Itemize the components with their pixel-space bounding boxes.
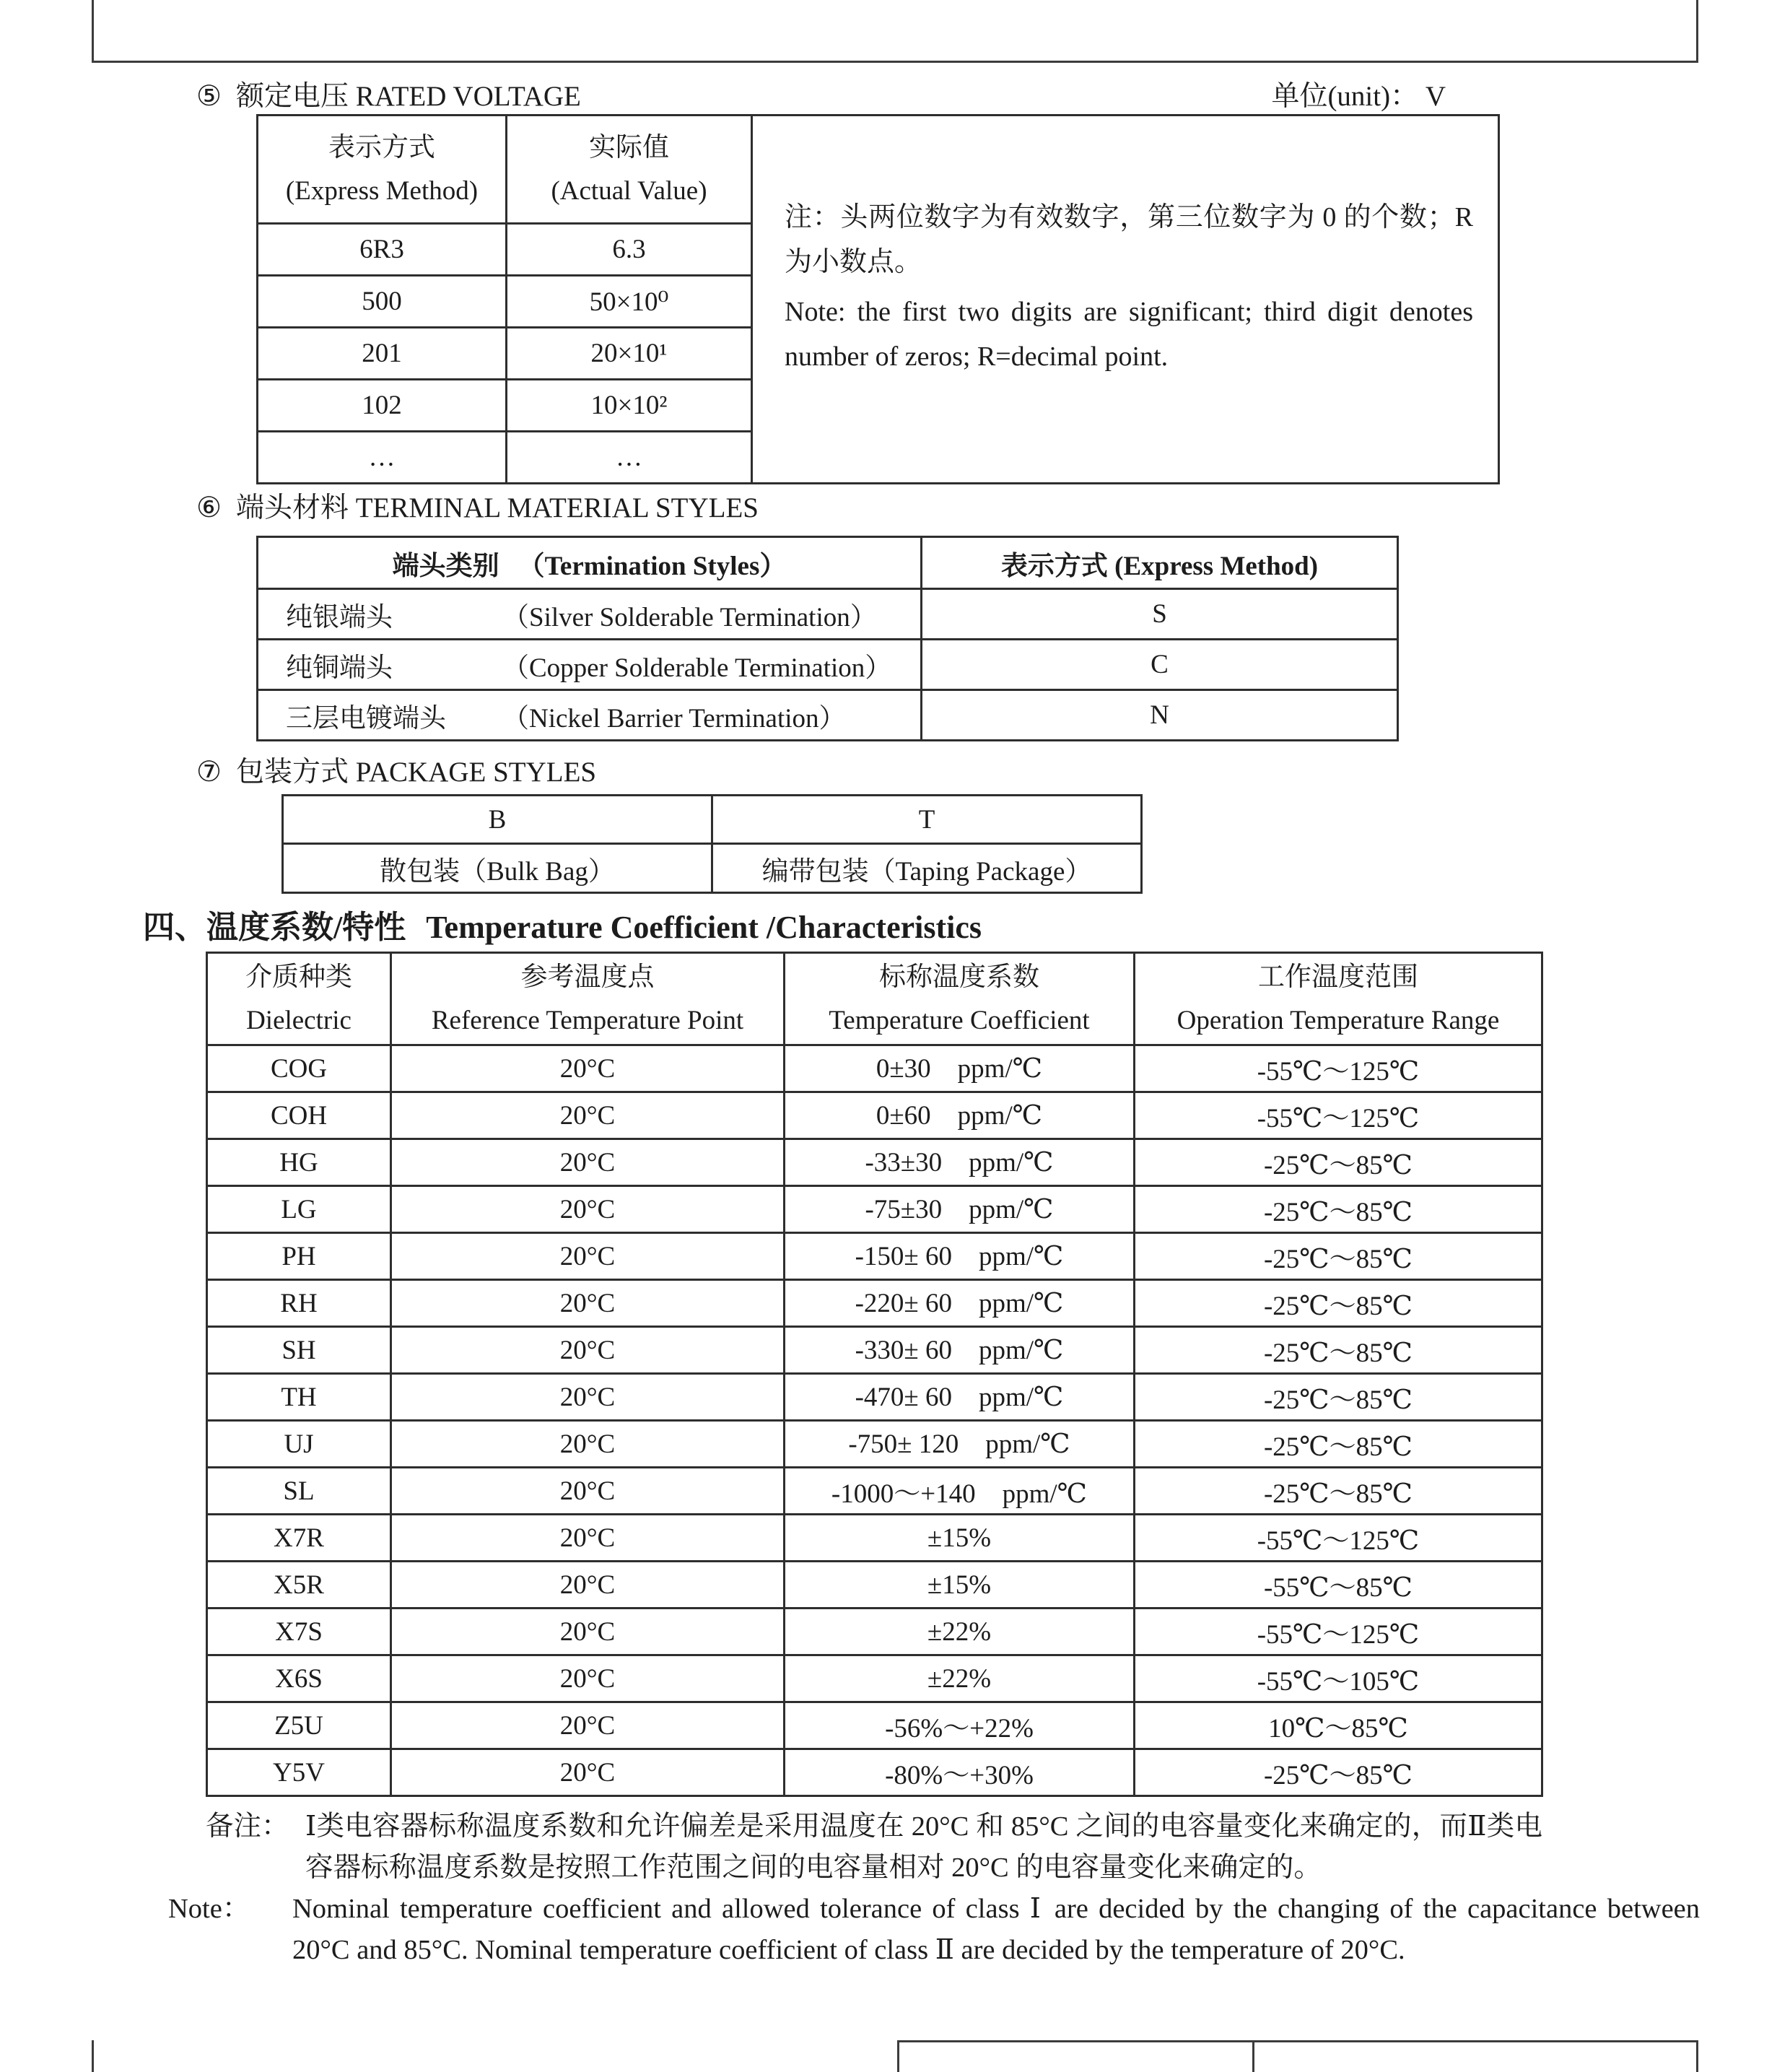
dielectric-cell: UJ xyxy=(207,1421,391,1468)
operation-temperature-range-cell: -25℃～85℃ xyxy=(1135,1233,1542,1280)
reference-temperature-cell: 20°C xyxy=(391,1374,785,1421)
section-rated-voltage-heading xyxy=(196,74,1498,114)
temperature-coefficient-table xyxy=(206,952,1543,1797)
temperature-coefficient-cell: 0±30 ppm/℃ xyxy=(785,1045,1135,1092)
termination-style-cell: 纯铜端头 （Copper Solderable Termination） xyxy=(258,640,922,690)
temperature-table-row xyxy=(207,1092,1542,1139)
terminal-row xyxy=(258,640,1398,690)
dielectric-cell: PH xyxy=(207,1233,391,1280)
unit-label: 单位(unit)： V xyxy=(1271,81,1446,112)
temperature-table-row xyxy=(207,1702,1542,1749)
dielectric-cell: HG xyxy=(207,1139,391,1186)
reference-temperature-cell: 20°C xyxy=(391,1655,785,1702)
package-code-bulk: B xyxy=(283,796,712,844)
temperature-coefficient-cell: -750± 120 ppm/℃ xyxy=(785,1421,1135,1468)
temperature-table-row xyxy=(207,1655,1542,1702)
remark-label: 备注： xyxy=(206,1811,289,1842)
operation-temperature-range-cell: -55℃～105℃ xyxy=(1135,1655,1542,1702)
rated-voltage-title xyxy=(196,74,581,114)
express-method-column-header: 表示方式 (Express Method) xyxy=(258,116,507,224)
temperature-coefficient-cell: ±15% xyxy=(785,1562,1135,1609)
reference-temperature-cell: 20°C xyxy=(391,1562,785,1609)
section7-title-text: 包装方式 PACKAGE STYLES xyxy=(235,757,597,788)
english-note-text: Nominal temperature coefficient and allowed tolerance of class Ⅰ are decided by the changing of the capacitance between 20°C and 85°C. Nominal temperature coefficient of class Ⅱ are decided by the temperature of 20°C. xyxy=(292,1894,1700,1965)
terminal-row xyxy=(258,690,1398,741)
operation-temperature-range-cell: -55℃～125℃ xyxy=(1135,1045,1542,1092)
reference-temperature-cell: 20°C xyxy=(391,1609,785,1655)
reference-temperature-cell: 20°C xyxy=(391,1233,785,1280)
temperature-section-title-zh: 四、温度系数/特性 xyxy=(143,910,406,945)
rated-voltage-note-cell xyxy=(752,116,1499,484)
operation-temperature-range-cell: -25℃～85℃ xyxy=(1135,1374,1542,1421)
package-code-row xyxy=(283,796,1142,844)
dielectric-cell: COH xyxy=(207,1092,391,1139)
rated-voltage-note-zh: 注：头两位数字为有效数字，第三位数字为 0 的个数；R 为小数点。 xyxy=(785,202,1473,277)
temperature-table-row xyxy=(207,1562,1542,1609)
temperature-table-row xyxy=(207,1280,1542,1327)
temperature-table-row xyxy=(207,1609,1542,1655)
operation-temperature-range-cell: -25℃～85℃ xyxy=(1135,1421,1542,1468)
operation-temperature-range-cell: -25℃～85℃ xyxy=(1135,1280,1542,1327)
package-label-taping: 编带包装（Taping Package） xyxy=(712,844,1142,893)
temperature-coefficient-cell: -33±30 ppm/℃ xyxy=(785,1139,1135,1186)
operation-temperature-range-cell: -25℃～85℃ xyxy=(1135,1468,1542,1515)
page-border-left-tick-top xyxy=(92,0,94,63)
temperature-coefficient-cell: ±22% xyxy=(785,1609,1135,1655)
temperature-coefficient-cell: ±15% xyxy=(785,1515,1135,1562)
temperature-section-title xyxy=(143,901,982,947)
remark-paragraph xyxy=(206,1806,1542,1888)
temperature-section-title-en: Temperature Coefficient /Characteristics xyxy=(426,910,982,945)
actual-value-cell: 50×10⁰ xyxy=(507,276,752,328)
reference-temperature-column-header: 参考温度点 Reference Temperature Point xyxy=(391,953,785,1045)
express-method-cell: 201 xyxy=(258,328,507,380)
section-terminal-heading xyxy=(196,485,759,526)
package-label-row xyxy=(283,844,1142,893)
page-border-left-tick-bottom xyxy=(92,2040,94,2072)
temperature-coefficient-cell: -1000～+140 ppm/℃ xyxy=(785,1468,1135,1515)
page-border-bottom-tick-1 xyxy=(897,2040,899,2072)
express-method-cell: 500 xyxy=(258,276,507,328)
dielectric-cell: Y5V xyxy=(207,1749,391,1796)
temperature-coefficient-cell: -80%～+30% xyxy=(785,1749,1135,1796)
dielectric-cell: SH xyxy=(207,1327,391,1374)
operation-temperature-range-cell: -25℃～85℃ xyxy=(1135,1749,1542,1796)
english-note-label: Note： xyxy=(168,1894,250,1924)
temperature-table-row xyxy=(207,1139,1542,1186)
dielectric-cell: SL xyxy=(207,1468,391,1515)
operation-temperature-range-cell: -25℃～85℃ xyxy=(1135,1139,1542,1186)
dielectric-cell: RH xyxy=(207,1280,391,1327)
operation-temperature-range-cell: -55℃～125℃ xyxy=(1135,1609,1542,1655)
temperature-table-row xyxy=(207,1233,1542,1280)
section5-number: ⑤ xyxy=(196,81,222,112)
actual-value-cell: 10×10² xyxy=(507,380,752,432)
operation-temperature-range-cell: 10℃～85℃ xyxy=(1135,1702,1542,1749)
reference-temperature-cell: 20°C xyxy=(391,1468,785,1515)
rated-voltage-table xyxy=(256,114,1500,484)
remark-text: Ⅰ类电容器标称温度系数和允许偏差是采用温度在 20°C 和 85°C 之间的电容量变化来确定的，而Ⅱ类电容器标称温度系数是按照工作范围之间的电容量相对 20°C 的电容量变化来确定的。 xyxy=(305,1811,1542,1883)
english-note-paragraph xyxy=(168,1889,1700,1970)
temperature-coefficient-cell: -56%～+22% xyxy=(785,1702,1135,1749)
temperature-table-row xyxy=(207,1515,1542,1562)
dielectric-cell: X5R xyxy=(207,1562,391,1609)
section6-title-text: 端头材料 TERMINAL MATERIAL STYLES xyxy=(235,492,759,523)
section7-number: ⑦ xyxy=(196,757,222,788)
temperature-table-row xyxy=(207,1468,1542,1515)
dielectric-cell: X6S xyxy=(207,1655,391,1702)
page-border-top-rule xyxy=(92,61,1698,63)
dielectric-cell: X7R xyxy=(207,1515,391,1562)
operation-temperature-range-column-header: 工作温度范围 Operation Temperature Range xyxy=(1135,953,1542,1045)
temperature-coefficient-cell: -220± 60 ppm/℃ xyxy=(785,1280,1135,1327)
temperature-coefficient-cell: -75±30 ppm/℃ xyxy=(785,1186,1135,1233)
terminal-header-row xyxy=(258,537,1398,589)
reference-temperature-cell: 20°C xyxy=(391,1702,785,1749)
termination-styles-column-header: 端头类别 （Termination Styles） xyxy=(258,537,922,589)
rated-voltage-note-en: Note: the first two digits are significant; third digit denotes number of zeros; R=decimal point. xyxy=(785,297,1473,372)
temperature-coefficient-cell: -150± 60 ppm/℃ xyxy=(785,1233,1135,1280)
operation-temperature-range-cell: -55℃～125℃ xyxy=(1135,1092,1542,1139)
reference-temperature-cell: 20°C xyxy=(391,1186,785,1233)
reference-temperature-cell: 20°C xyxy=(391,1515,785,1562)
operation-temperature-range-cell: -25℃～85℃ xyxy=(1135,1327,1542,1374)
operation-temperature-range-cell: -25℃～85℃ xyxy=(1135,1186,1542,1233)
terminal-row xyxy=(258,589,1398,640)
termination-code-cell: N xyxy=(922,690,1398,741)
package-styles-table xyxy=(281,794,1143,894)
temperature-table-row xyxy=(207,1421,1542,1468)
operation-temperature-range-cell: -55℃～125℃ xyxy=(1135,1515,1542,1562)
package-label-bulk: 散包装（Bulk Bag） xyxy=(283,844,712,893)
dielectric-cell: TH xyxy=(207,1374,391,1421)
reference-temperature-cell: 20°C xyxy=(391,1327,785,1374)
page-border-bottom-tick-2 xyxy=(1252,2040,1254,2072)
temperature-table-row xyxy=(207,1186,1542,1233)
temperature-table-row xyxy=(207,1045,1542,1092)
express-method-cell: 102 xyxy=(258,380,507,432)
dielectric-cell: LG xyxy=(207,1186,391,1233)
actual-value-cell: 20×10¹ xyxy=(507,328,752,380)
express-method-cell: … xyxy=(258,432,507,484)
reference-temperature-cell: 20°C xyxy=(391,1280,785,1327)
termination-code-cell: C xyxy=(922,640,1398,690)
section6-number: ⑥ xyxy=(196,492,222,523)
section5-title-text: 额定电压 RATED VOLTAGE xyxy=(235,81,581,112)
actual-value-cell: 6.3 xyxy=(507,224,752,276)
temperature-coefficient-cell: -330± 60 ppm/℃ xyxy=(785,1327,1135,1374)
reference-temperature-cell: 20°C xyxy=(391,1092,785,1139)
package-code-taping: T xyxy=(712,796,1142,844)
express-method-column-header-terminal: 表示方式 (Express Method) xyxy=(922,537,1398,589)
termination-style-cell: 三层电镀端头 （Nickel Barrier Termination） xyxy=(258,690,922,741)
page-border-right-tick-bottom xyxy=(1696,2040,1698,2072)
reference-temperature-cell: 20°C xyxy=(391,1421,785,1468)
termination-style-cell: 纯银端头 （Silver Solderable Termination） xyxy=(258,589,922,640)
temperature-table-row xyxy=(207,1327,1542,1374)
reference-temperature-cell: 20°C xyxy=(391,1139,785,1186)
reference-temperature-cell: 20°C xyxy=(391,1749,785,1796)
operation-temperature-range-cell: -55℃～85℃ xyxy=(1135,1562,1542,1609)
page-border-bottom-rule xyxy=(897,2040,1698,2042)
terminal-material-table xyxy=(256,536,1399,741)
rated-voltage-header-row xyxy=(258,116,1499,224)
dielectric-column-header: 介质种类 Dielectric xyxy=(207,953,391,1045)
actual-value-column-header: 实际值 (Actual Value) xyxy=(507,116,752,224)
temperature-table-header-row xyxy=(207,953,1542,1045)
temperature-coefficient-cell: -470± 60 ppm/℃ xyxy=(785,1374,1135,1421)
reference-temperature-cell: 20°C xyxy=(391,1045,785,1092)
dielectric-cell: X7S xyxy=(207,1609,391,1655)
termination-code-cell: S xyxy=(922,589,1398,640)
dielectric-cell: Z5U xyxy=(207,1702,391,1749)
actual-value-cell: … xyxy=(507,432,752,484)
page-border-right-tick-top xyxy=(1696,0,1698,63)
temperature-table-row xyxy=(207,1374,1542,1421)
temperature-coefficient-cell: 0±60 ppm/℃ xyxy=(785,1092,1135,1139)
dielectric-cell: COG xyxy=(207,1045,391,1092)
express-method-cell: 6R3 xyxy=(258,224,507,276)
temperature-coefficient-cell: ±22% xyxy=(785,1655,1135,1702)
temperature-coefficient-column-header: 标称温度系数 Temperature Coefficient xyxy=(785,953,1135,1045)
section-package-heading xyxy=(196,749,596,790)
temperature-table-row xyxy=(207,1749,1542,1796)
